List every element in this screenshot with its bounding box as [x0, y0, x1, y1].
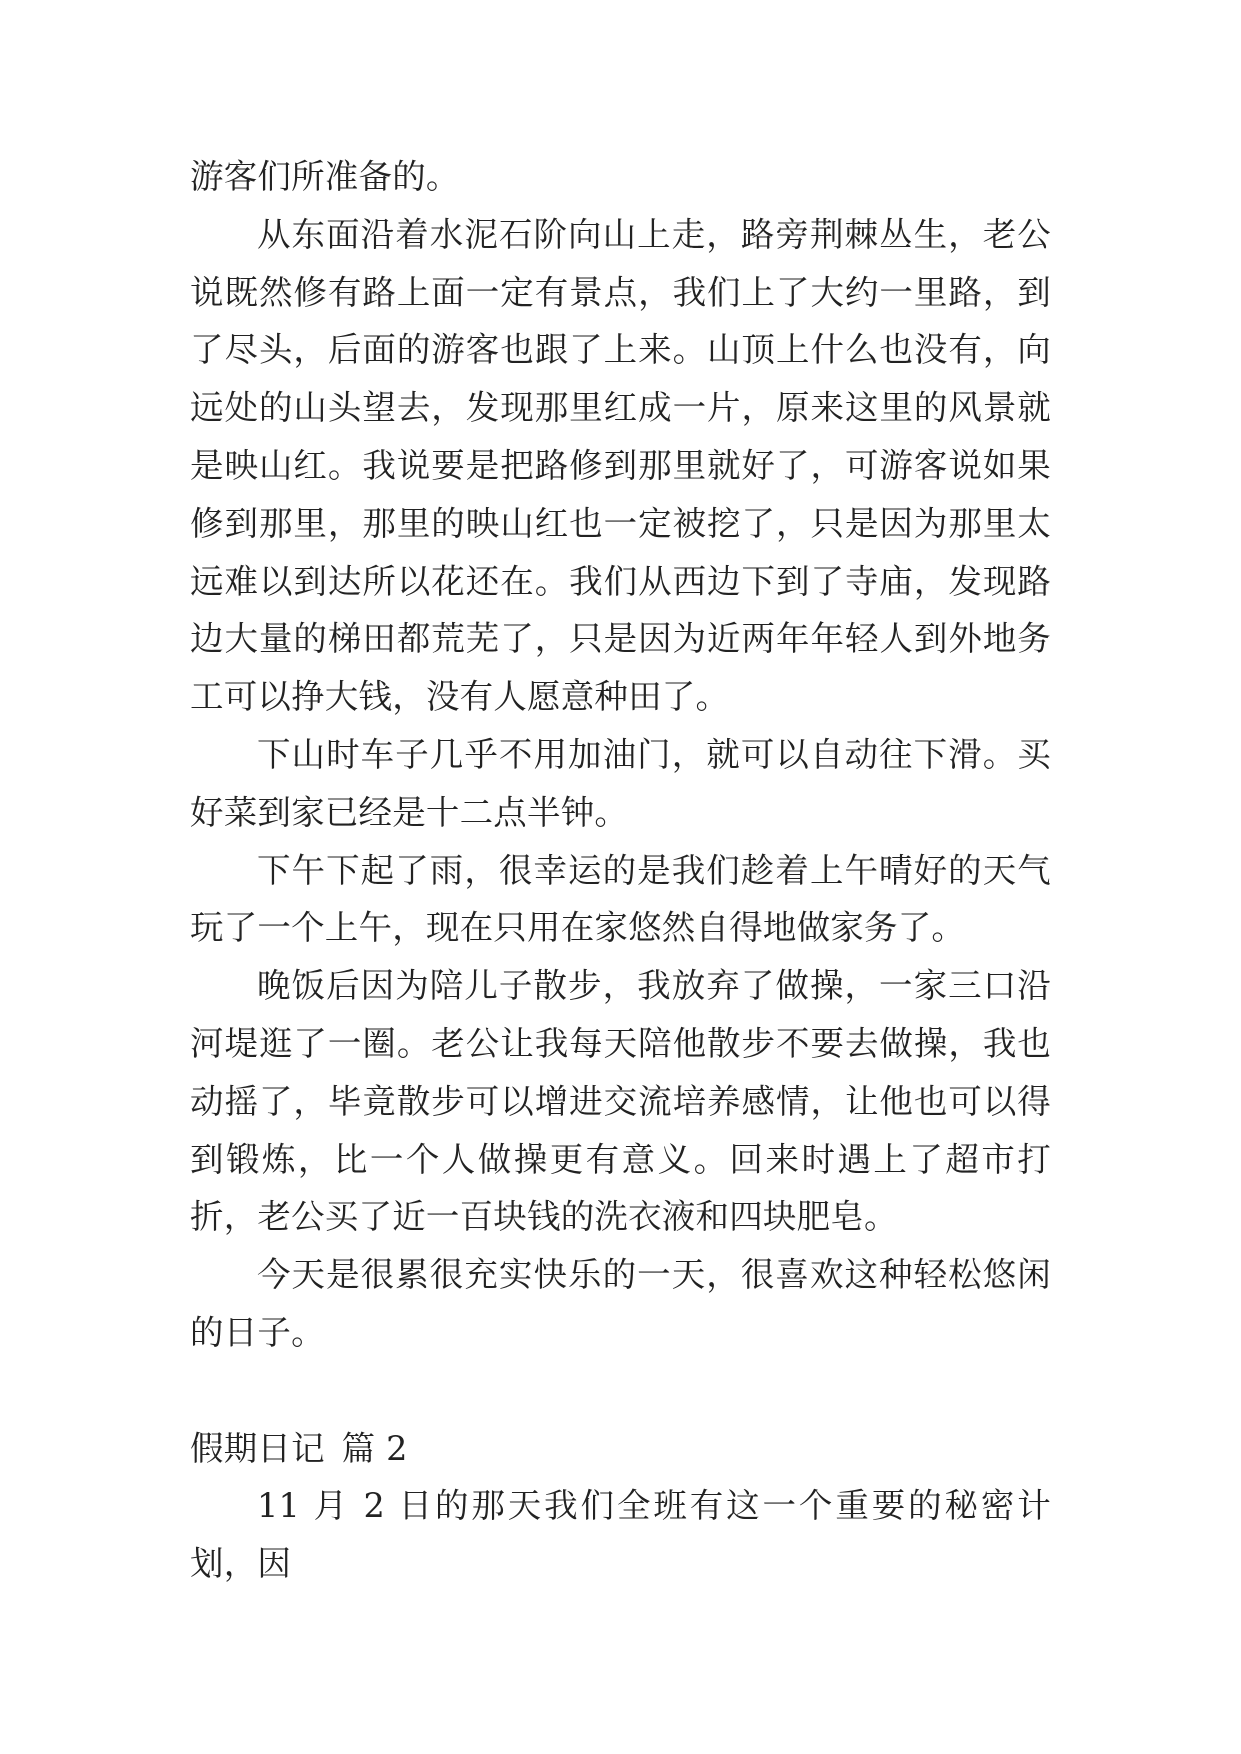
paragraph-afternoon-rain: 下午下起了雨，很幸运的是我们趁着上午晴好的天气玩了一个上午，现在只用在家悠然自得地做家务了。 [190, 850, 1051, 948]
paragraph-downhill: 下山时车子几乎不用加油门，就可以自动往下滑。买好菜到家已经是十二点半钟。 [190, 734, 1051, 832]
paragraph-continued: 游客们所准备的。 [190, 157, 460, 196]
section-heading-title: 假期日记 [190, 1428, 325, 1468]
paragraph-evening-walk: 晚饭后因为陪儿子散步，我放弃了做操，一家三口沿河堤逛了一圈。老公让我每天陪他散步不要去做操，我也动摇了，毕竟散步可以增进交流培养感情，让他也可以得到锻炼，比一个人做操更有意义。回来时遇上了超市打折，老公买了近一百块钱的洗衣液和四块肥皂。 [190, 966, 1051, 1237]
section-heading [190, 1420, 1051, 1478]
paragraph-conclusion: 今天是很累很充实快乐的一天，很喜欢这种轻松悠闲的日子。 [190, 1255, 1051, 1352]
section-heading-number: 篇 2 [341, 1428, 408, 1468]
document-page [190, 148, 1051, 1593]
section-spacer [190, 1362, 1051, 1420]
paragraph-section-start: 11 月 2 日的那天我们全班有这一个重要的秘密计划，因 [190, 1486, 1051, 1584]
paragraph-mountain-walk: 从东面沿着水泥石阶向山上走，路旁荆棘丛生，老公说既然修有路上面一定有景点，我们上了大约一里路，到了尽头，后面的游客也跟了上来。山顶上什么也没有，向远处的山头望去，发现那里红成一片，原来这里的风景就是映山红。我说要是把路修到那里就好了，可游客说如果修到那里，那里的映山红也一定被挖了，只是因为那里太远难以到达所以花还在。我们从西边下到了寺庙，发现路边大量的梯田都荒芜了，只是因为近两年年轻人到外地务工可以挣大钱，没有人愿意种田了。 [190, 214, 1051, 717]
